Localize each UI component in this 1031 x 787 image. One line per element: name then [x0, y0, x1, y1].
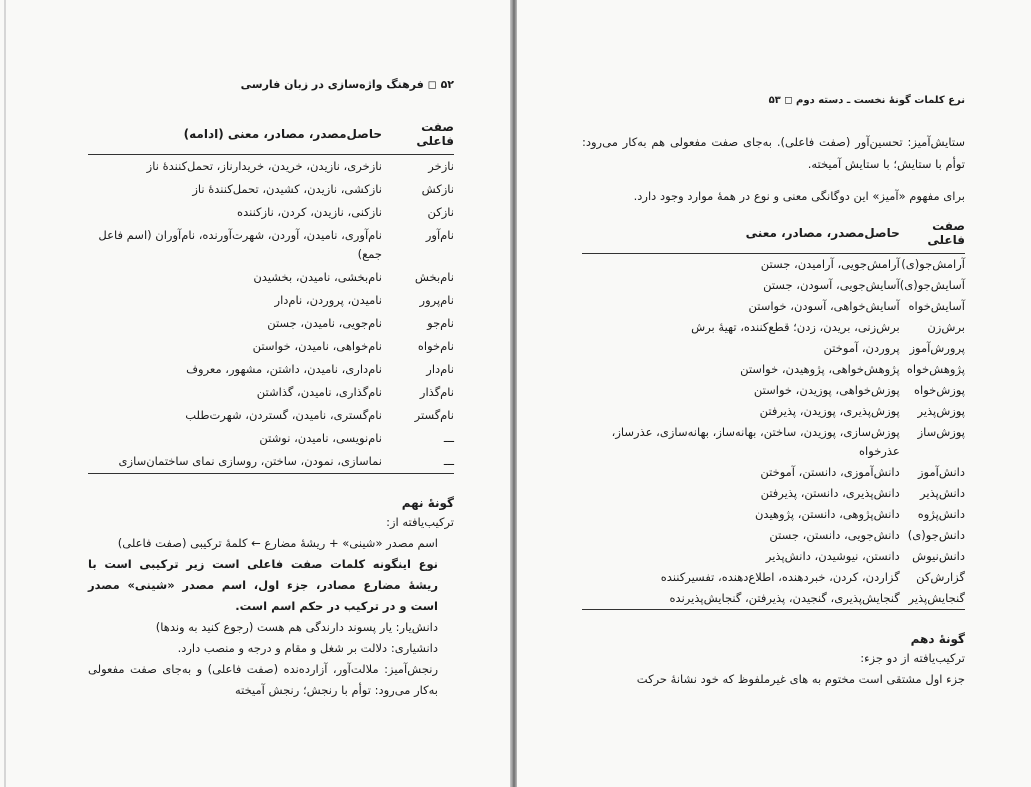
entry-word: دانش‌پژوه	[917, 507, 965, 521]
table-row	[88, 224, 454, 266]
table-row	[582, 296, 965, 317]
entry-word: گزارش‌کن	[916, 570, 965, 584]
section-title: گونهٔ دهم	[910, 632, 965, 646]
entry-word: دانش‌جو(ی)	[907, 528, 965, 542]
entry-word: پوزش‌ساز	[917, 425, 965, 439]
entry-word: پرورش‌آموز	[909, 341, 965, 355]
entry-word: دانش‌پذیر	[920, 486, 965, 500]
entry-word: نام‌گستر	[414, 408, 454, 422]
page-edge	[4, 0, 6, 787]
entry-meaning: دانش‌آموزی، دانستن، آموختن	[760, 465, 900, 479]
entry-meaning: نام‌گستری، نامیدن، گستردن، شهرت‌طلب	[185, 408, 382, 422]
table-row	[582, 275, 965, 296]
entry-meaning: نازخری، نازیدن، خریدن، خریدارناز، تحمل‌کنندهٔ ناز	[146, 159, 382, 173]
entry-word: آرامش‌جو(ی)	[901, 257, 965, 271]
table-row	[582, 254, 965, 276]
entry-word: آسایش‌جو(ی)	[899, 278, 965, 292]
entry-word: نام‌بخش	[414, 270, 454, 284]
table-row	[582, 483, 965, 504]
entry-meaning: پوزش‌خواهی، پوزیدن، خواستن	[753, 383, 900, 397]
entry-meaning: دانش‌جویی، دانستن، جستن	[769, 528, 900, 542]
table-row	[582, 546, 965, 567]
entry-meaning: نام‌نویسی، نامیدن، نوشتن	[259, 431, 382, 445]
entries-table	[88, 118, 454, 474]
entry-meaning: نامیدن، پروردن، نام‌دار	[274, 293, 382, 307]
example-line: دانشیاری: دلالت بر شغل و مقام و درجه و منصب دارد.	[177, 641, 438, 655]
entry-word: نام‌گذار	[419, 385, 454, 399]
example-line: دانش‌یار: یار پسوند دارندگی هم هست (رجوع کنید به وندها)	[155, 620, 438, 634]
table-row	[582, 359, 965, 380]
table-row	[88, 335, 454, 358]
section-subtitle: ترکیب‌یافته از:	[386, 515, 454, 529]
entry-word: پژوهش‌خواه	[906, 362, 965, 376]
entry-word: دانش‌نیوش	[912, 549, 965, 563]
column-header-word: صفت فاعلی	[382, 118, 454, 155]
paragraph: نوع اینگونه کلمات صفت فاعلی است زیر ترکیبی است با ریشهٔ مضارع مصادر، جزء اول، اسم مصدر «شینی» مصدر است و در ترکیب در حکم اسم است.	[88, 557, 438, 613]
table-row	[582, 401, 965, 422]
entry-meaning: نماسازی، نمودن، ساختن، روسازی نمای ساختمان‌سازی	[88, 450, 382, 474]
entry-meaning: برش‌زنی، بریدن، زدن؛ قطع‌کننده، تهیهٔ برش	[691, 320, 900, 334]
entry-word: نام‌خواه	[417, 339, 454, 353]
entry-meaning: پروردن، آموختن	[823, 341, 900, 355]
section-subtitle: ترکیب‌یافته از دو جزء:	[860, 651, 965, 665]
column-header-word: صفت فاعلی	[900, 217, 965, 254]
table-row	[582, 567, 965, 588]
left-page	[0, 0, 510, 787]
table-row	[88, 312, 454, 335]
intro-line: برای مفهوم «آمیز» این دوگانگی معنی و نوع در همهٔ موارد وجود دارد.	[633, 189, 965, 203]
entry-meaning: نام‌گذاری، نامیدن، گذاشتن	[256, 385, 382, 399]
entry-word: پوزش‌خواه	[913, 383, 965, 397]
running-head: ۵۲ ◻ فرهنگ واژه‌سازی در زبان فارسی	[240, 78, 454, 91]
table-row	[88, 381, 454, 404]
table-row	[582, 422, 965, 462]
entry-word: پوزش‌پذیر	[917, 404, 965, 418]
table-row	[88, 178, 454, 201]
entry-meaning: پوزش‌سازی، پوزیدن، ساختن، بهانه‌ساز، بهانه‌سازی، عذرساز، عذرخواه	[611, 425, 900, 458]
paragraph: جزء اول مشتقی است مختوم به های غیرملفوظ که خود نشانهٔ حرکت	[636, 672, 965, 686]
right-page	[517, 0, 1031, 787]
table-header-row	[88, 118, 454, 155]
table-row	[582, 504, 965, 525]
table-row	[582, 462, 965, 483]
entry-meaning: نام‌آوری، نامیدن، آوردن، شهرت‌آورنده، نام‌آوران (اسم فاعل جمع)	[98, 228, 382, 261]
table-row	[88, 266, 454, 289]
entry-meaning: پوزش‌پذیری، پوزیدن، پذیرفتن	[759, 404, 900, 418]
entry-meaning: گنجایش‌پذیری، گنجیدن، پذیرفتن، گنجایش‌پذیرنده	[582, 588, 900, 610]
entry-meaning: پژوهش‌خواهی، پژوهیدن، خواستن	[740, 362, 900, 376]
entry-meaning: نازکشی، نازیدن، کشیدن، تحمل‌کنندهٔ ناز	[192, 182, 382, 196]
table-row	[582, 525, 965, 546]
example-line: رنجش‌آمیز: ملالت‌آور، آزارده‌نده (صفت فاعلی) و به‌جای صفت مفعولی به‌کار می‌رود: توأم با رنجش؛ رنجش آمیخته	[88, 662, 438, 697]
entry-word: ـــ	[443, 431, 454, 445]
entry-word: نام‌آور	[425, 228, 454, 242]
entry-meaning: آرامش‌جویی، آرامیدن، جستن	[760, 257, 900, 271]
table-row	[88, 155, 454, 179]
entry-meaning: دانش‌پژوهی، دانستن، پژوهیدن	[754, 507, 900, 521]
entry-meaning: آسایش‌خواهی، آسودن، خواستن	[748, 299, 900, 313]
book-gutter	[510, 0, 517, 787]
entry-word: ـــ	[382, 450, 454, 474]
right-page-content	[582, 95, 965, 690]
section-title: گونهٔ نهم	[401, 496, 454, 510]
entries-table	[582, 217, 965, 610]
entry-word: نام‌دار	[426, 362, 454, 376]
entry-word: گنجایش‌پذیر	[900, 588, 965, 610]
entry-word: آسایش‌خواه	[908, 299, 965, 313]
left-page-content	[88, 78, 454, 701]
running-head: نرع کلمات گونهٔ نخست ـ دسته دوم ◻ ۵۳	[768, 95, 965, 106]
entry-meaning: نازکنی، نازیدن، کردن، نازکننده	[237, 205, 382, 219]
entry-meaning: نام‌داری، نامیدن، داشتن، مشهور، معروف	[186, 362, 382, 376]
entry-meaning: نام‌خواهی، نامیدن، خواستن	[252, 339, 382, 353]
entry-meaning: دانش‌پذیری، دانستن، پذیرفتن	[760, 486, 900, 500]
column-header-meaning: حاصل‌مصدر، مصادر، معنی	[582, 217, 900, 254]
table-row	[88, 450, 454, 474]
table-row	[582, 317, 965, 338]
table-row	[88, 404, 454, 427]
table-row	[88, 358, 454, 381]
entry-word: برش‌زن	[927, 320, 965, 334]
entry-word: دانش‌آموز	[917, 465, 965, 479]
entry-word: نازکن	[427, 205, 454, 219]
entry-meaning: دانستن، نیوشیدن، دانش‌پذیر	[765, 549, 900, 563]
table-row	[582, 380, 965, 401]
entry-word: نازخر	[428, 159, 454, 173]
entry-meaning: نام‌بخشی، نامیدن، بخشیدن	[253, 270, 382, 284]
table-row	[88, 201, 454, 224]
table-row	[88, 289, 454, 312]
table-row	[582, 588, 965, 610]
column-header-meaning: حاصل‌مصدر، مصادر، معنی (ادامه)	[88, 118, 382, 155]
table-row	[582, 338, 965, 359]
entry-meaning: نام‌جویی، نامیدن، جستن	[267, 316, 382, 330]
entry-word: نام‌جو	[427, 316, 454, 330]
entry-word: نازکش	[421, 182, 454, 196]
intro-line: ستایش‌آمیز: تحسین‌آور (صفت فاعلی). به‌جای صفت مفعولی هم به‌کار می‌رود: توأم با ستایش؛ با ستایش آمیخته.	[582, 135, 965, 171]
entry-word: نام‌پرور	[419, 293, 454, 307]
formula: اسم مصدر «شینی» + ریشهٔ مضارع ← کلمهٔ ترکیبی (صفت فاعلی)	[117, 536, 438, 550]
entry-meaning: آسایش‌جویی، آسودن، جستن	[763, 278, 900, 292]
table-row	[88, 427, 454, 450]
table-header-row	[582, 217, 965, 254]
entry-meaning: گزاردن، کردن، خبردهنده، اطلاع‌دهنده، تفسیرکننده	[660, 570, 900, 584]
